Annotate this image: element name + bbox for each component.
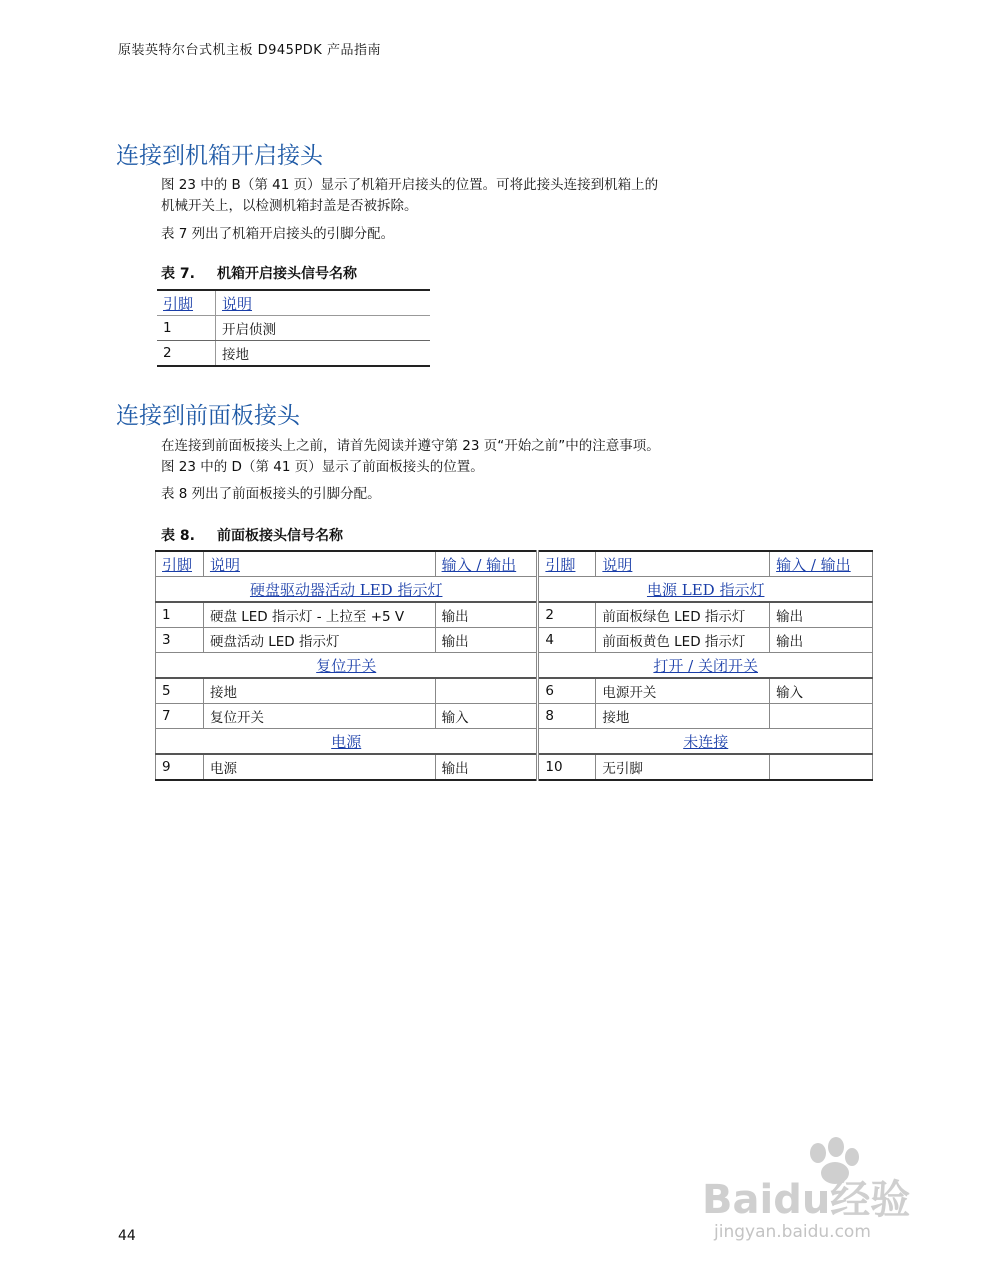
page-number: 44 xyxy=(118,1228,136,1244)
pin-cell: 5 xyxy=(156,678,204,704)
table7-header-description-link[interactable]: 说明 xyxy=(222,294,253,313)
table7-cell-pin: 1 xyxy=(157,316,216,341)
section-heading-chassis-intrusion: 连接到机箱开启接头 xyxy=(116,143,323,169)
table-row xyxy=(156,704,873,729)
table7-cell-desc: 开启侦测 xyxy=(216,316,431,341)
io-cell: 输出 xyxy=(435,628,538,653)
section-heading-front-panel: 连接到前面板接头 xyxy=(116,403,300,429)
description-cell: 电源开关 xyxy=(596,678,770,704)
io-cell: 输出 xyxy=(435,754,538,780)
pin-cell: 7 xyxy=(156,704,204,729)
table8-header-description-link[interactable]: 说明 xyxy=(209,555,240,574)
table-section-row xyxy=(156,729,873,755)
table7-caption-title: 机箱开启接头信号名称 xyxy=(217,266,357,282)
io-cell: 输出 xyxy=(770,628,873,653)
io-cell: 输入 xyxy=(435,704,538,729)
table8-caption-number: 表 8. xyxy=(161,528,195,544)
chassis-intrusion-table xyxy=(157,289,430,367)
table7-caption-number: 表 7. xyxy=(161,266,195,282)
pin-cell: 4 xyxy=(538,628,596,653)
table7-cell-desc: 接地 xyxy=(216,341,431,367)
table-row xyxy=(157,341,430,367)
description-cell: 前面板绿色 LED 指示灯 xyxy=(596,602,770,628)
description-cell: 硬盘活动 LED 指示灯 xyxy=(203,628,435,653)
table8-header-io-link[interactable]: 输入 / 输出 xyxy=(441,555,517,574)
baidu-jingyan-watermark xyxy=(700,1135,940,1245)
description-cell: 接地 xyxy=(596,704,770,729)
description-cell: 复位开关 xyxy=(203,704,435,729)
watermark-brand: Baidu经验 xyxy=(702,1177,911,1223)
description-cell: 无引脚 xyxy=(596,754,770,780)
section-title-link[interactable]: 电源 xyxy=(331,732,362,751)
pin-cell: 1 xyxy=(156,602,204,628)
description-cell: 电源 xyxy=(203,754,435,780)
table-row xyxy=(156,602,873,628)
io-cell: 输出 xyxy=(770,602,873,628)
io-cell: 输出 xyxy=(435,602,538,628)
section2-paragraph-2: 表 8 列出了前面板接头的引脚分配。 xyxy=(161,486,381,502)
section1-para1-line1: 图 23 中的 B（第 41 页）显示了机箱开启接头的位置。可将此接头连接到机箱上的 xyxy=(161,177,659,193)
section-title-link[interactable]: 打开 / 关闭开关 xyxy=(653,656,758,675)
table8-caption xyxy=(161,525,343,545)
section-title-link[interactable]: 复位开关 xyxy=(316,656,377,675)
io-cell xyxy=(435,678,538,704)
io-cell xyxy=(770,754,873,780)
table7-header-pin-link[interactable]: 引脚 xyxy=(163,294,194,313)
table-row xyxy=(156,678,873,704)
table8-header-pin-link[interactable]: 引脚 xyxy=(162,555,193,574)
description-cell: 接地 xyxy=(203,678,435,704)
table8-header-io-link-2[interactable]: 输入 / 输出 xyxy=(776,555,851,574)
front-panel-table-body xyxy=(156,577,873,781)
section1-paragraph xyxy=(161,175,658,217)
watermark-url: jingyan.baidu.com xyxy=(714,1222,871,1242)
section2-paragraph xyxy=(161,436,660,478)
section2-para1-line2: 图 23 中的 D（第 41 页）显示了前面板接头的位置。 xyxy=(161,459,484,475)
table-section-row xyxy=(156,577,873,603)
pin-cell: 8 xyxy=(538,704,596,729)
pin-cell: 6 xyxy=(538,678,596,704)
section2-para1-line1: 在连接到前面板接头上之前，请首先阅读并遵守第 23 页“开始之前”中的注意事项。 xyxy=(161,438,660,454)
front-panel-table xyxy=(155,550,873,781)
io-cell xyxy=(770,704,873,729)
table-section-row xyxy=(156,653,873,679)
io-cell: 输入 xyxy=(770,678,873,704)
table7-cell-pin: 2 xyxy=(157,341,216,367)
running-header: 原装英特尔台式机主板 D945PDK 产品指南 xyxy=(118,43,381,58)
section-title-link[interactable]: 硬盘驱动器活动 LED 指示灯 xyxy=(249,580,443,599)
pin-cell: 3 xyxy=(156,628,204,653)
section1-paragraph-2: 表 7 列出了机箱开启接头的引脚分配。 xyxy=(161,226,395,242)
description-cell: 前面板黄色 LED 指示灯 xyxy=(596,628,770,653)
table8-caption-title: 前面板接头信号名称 xyxy=(217,528,343,544)
section-title-link[interactable]: 电源 LED 指示灯 xyxy=(646,580,765,599)
pin-cell: 10 xyxy=(538,754,596,780)
pin-cell: 2 xyxy=(538,602,596,628)
table8-header-pin-link-2[interactable]: 引脚 xyxy=(545,555,576,574)
description-cell: 硬盘 LED 指示灯 - 上拉至 +5 V xyxy=(203,602,435,628)
table8-header-description-link-2[interactable]: 说明 xyxy=(602,555,633,574)
section1-para1-line2: 机械开关上，以检测机箱封盖是否被拆除。 xyxy=(161,198,418,214)
section-title-link[interactable]: 未连接 xyxy=(683,732,729,751)
table-row xyxy=(157,316,430,341)
table7-caption xyxy=(161,263,357,283)
pin-cell: 9 xyxy=(156,754,204,780)
table-row xyxy=(156,628,873,653)
table-row xyxy=(156,754,873,780)
